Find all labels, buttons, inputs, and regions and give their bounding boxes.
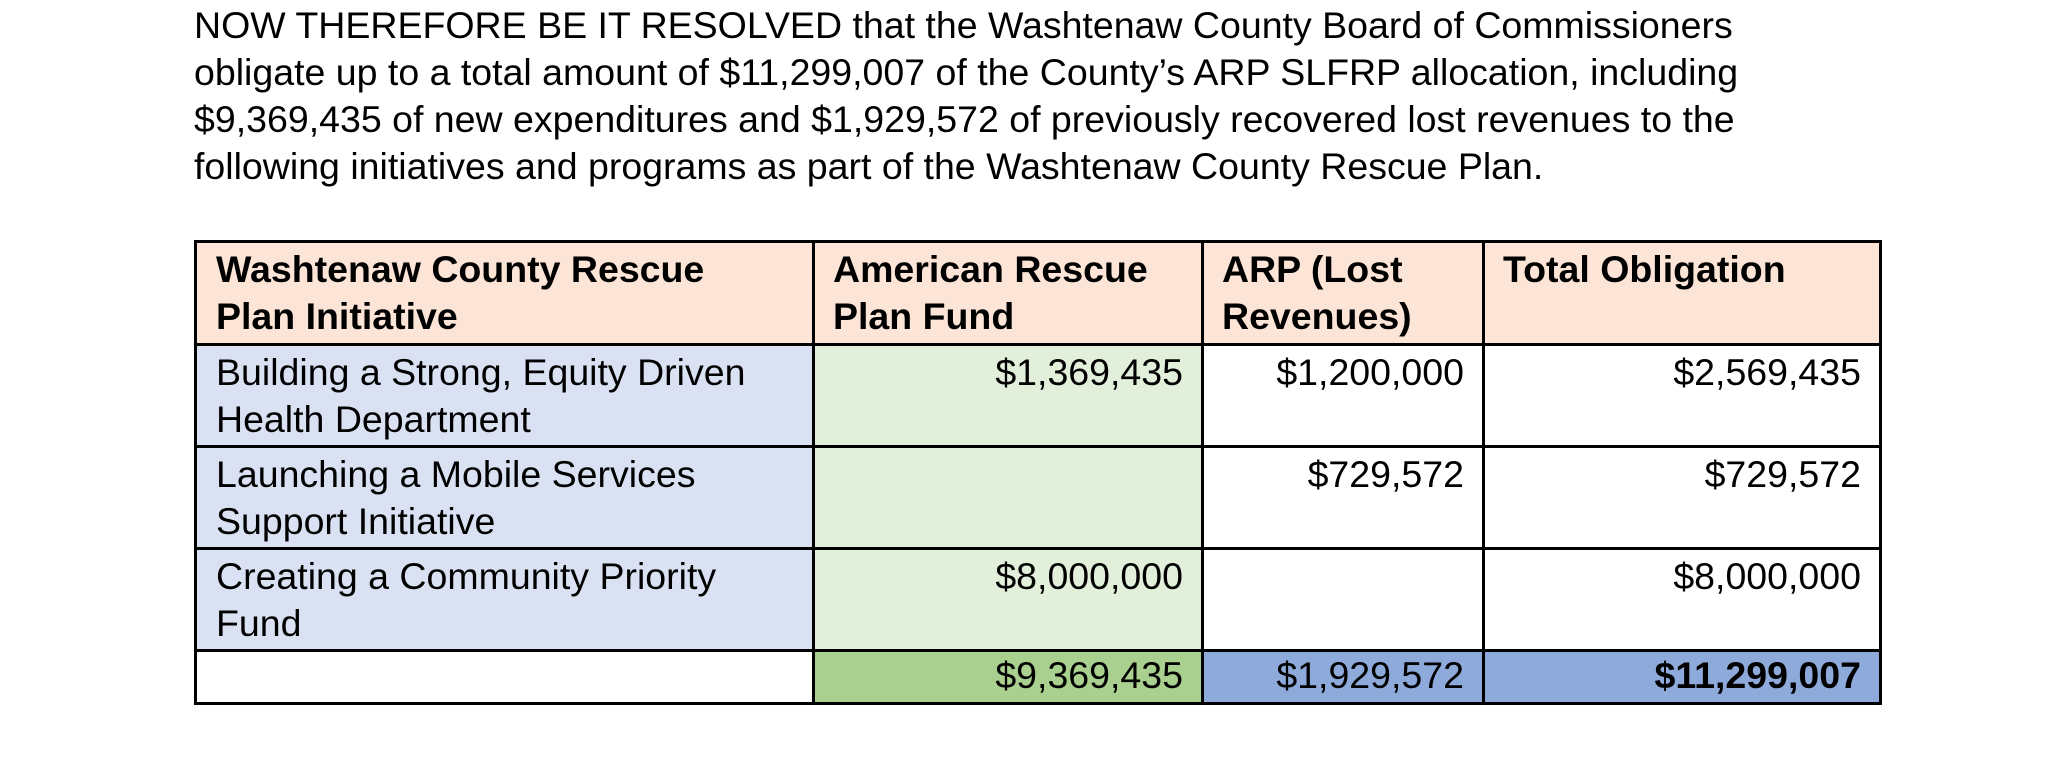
arp-fund-total-cell: $9,369,435 — [814, 651, 1203, 704]
grand-total-cell: $11,299,007 — [1484, 651, 1881, 704]
header-total-obligation-line-1: Total Obligation — [1503, 248, 1786, 290]
lost-revenues-cell: $729,572 — [1203, 447, 1484, 549]
totals-row — [196, 651, 1881, 704]
initiative-line-1: Launching a Mobile Services — [216, 453, 696, 495]
header-lost-revenues-line-2: Revenues) — [1222, 295, 1412, 337]
header-arp-fund-line-2: Plan Fund — [833, 295, 1015, 337]
header-arp-fund-line-1: American Rescue — [833, 248, 1148, 290]
initiative-line-2: Support Initiative — [216, 500, 496, 542]
initiative-line-1: Building a Strong, Equity Driven — [216, 351, 746, 393]
table-row — [196, 549, 1881, 651]
initiative-cell — [196, 345, 814, 447]
resolution-line-3: $9,369,435 of new expenditures and $1,929,572 of previously recovered lost revenues to the — [194, 98, 1735, 140]
obligation-table — [194, 240, 1882, 705]
arp-fund-cell: $1,369,435 — [814, 345, 1203, 447]
total-obligation-cell: $729,572 — [1484, 447, 1881, 549]
lost-revenues-cell — [1203, 549, 1484, 651]
initiative-cell — [196, 447, 814, 549]
arp-fund-cell — [814, 447, 1203, 549]
table-header-row — [196, 242, 1881, 345]
totals-label-cell — [196, 651, 814, 704]
header-total-obligation — [1484, 242, 1881, 345]
resolution-line-2: obligate up to a total amount of $11,299,007 of the County’s ARP SLFRP allocation, including — [194, 51, 1739, 93]
initiative-cell — [196, 549, 814, 651]
table-row — [196, 447, 1881, 549]
table-row — [196, 345, 1881, 447]
initiative-line-2: Fund — [216, 602, 302, 644]
resolution-line-4: following initiatives and programs as part of the Washtenaw County Rescue Plan. — [194, 145, 1544, 187]
resolution-paragraph — [194, 2, 2034, 190]
total-obligation-cell: $2,569,435 — [1484, 345, 1881, 447]
header-initiative-line-1: Washtenaw County Rescue — [216, 248, 705, 290]
arp-fund-cell: $8,000,000 — [814, 549, 1203, 651]
resolution-line-1: NOW THEREFORE BE IT RESOLVED that the Washtenaw County Board of Commissioners — [194, 4, 1733, 46]
header-lost-revenues — [1203, 242, 1484, 345]
lost-revenues-cell: $1,200,000 — [1203, 345, 1484, 447]
header-arp-fund — [814, 242, 1203, 345]
initiative-line-1: Creating a Community Priority — [216, 555, 717, 597]
header-lost-revenues-line-1: ARP (Lost — [1222, 248, 1403, 290]
total-obligation-cell: $8,000,000 — [1484, 549, 1881, 651]
initiative-line-2: Health Department — [216, 398, 531, 440]
header-initiative-line-2: Plan Initiative — [216, 295, 458, 337]
header-initiative — [196, 242, 814, 345]
lost-revenues-total-cell: $1,929,572 — [1203, 651, 1484, 704]
